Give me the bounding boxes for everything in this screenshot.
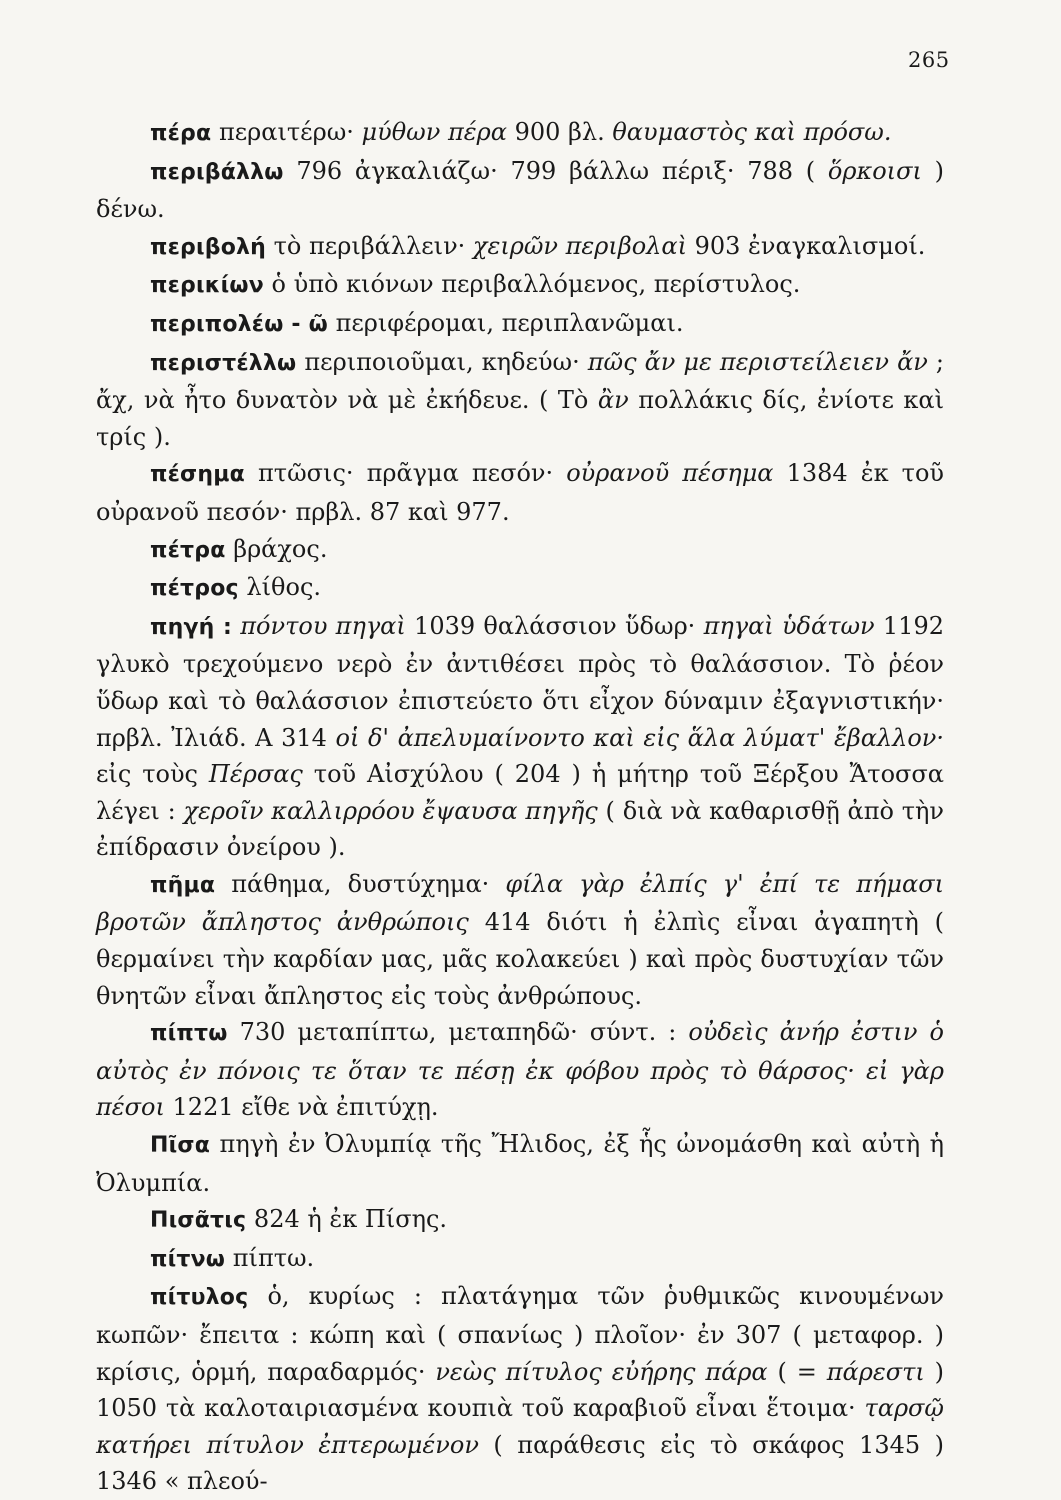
entry-definition: 824 ἡ ἐκ Πίσης. [246, 1205, 448, 1234]
entry-definition: ; ἄχ, νὰ ἦτο δυνατὸν νὰ μὲ ἐκήδευε. ( Τὸ [96, 347, 944, 415]
entry-quotation: Πέρσας [208, 760, 303, 789]
entry-headword: περιστέλλω [150, 350, 297, 376]
entry-definition: περαιτέρω· [211, 118, 362, 146]
entry-definition: 900 βλ. [506, 118, 613, 146]
entry-headword: περιπολέω - ῶ [150, 311, 328, 337]
entry-headword: περιβάλλω [150, 159, 284, 185]
dictionary-entry [96, 569, 944, 608]
entry-definition: 1384 ἐκ τοῦ οὐρανοῦ πεσόν· πρβλ. 87 καὶ 977. [96, 459, 944, 526]
entry-headword: πηγή : [150, 614, 233, 640]
dictionary-entry [96, 866, 944, 1014]
entry-definition: ) δένω. [96, 156, 944, 224]
entry-quotation: = πάρεστι [796, 1357, 925, 1386]
entry-headword: Πῖσα [150, 1133, 211, 1159]
entry-definition: 1039 θαλάσσιον ὕδωρ· [405, 611, 704, 640]
entry-quotation: πηγαὶ ὑδάτων [703, 611, 875, 640]
entry-quotation: πόντου πηγαὶ [240, 611, 406, 640]
entry-definition: ) 1050 τὰ καλοταιριασμένα κουπιὰ τοῦ καραβιοῦ εἶναι ἕτοιμα· [96, 1357, 944, 1423]
page-number: 265 [908, 48, 950, 72]
entry-definition: εἰς τοὺς [96, 760, 209, 789]
entry-quotation: χεροῖν καλλιρρόου ἔψαυσα πηγῆς [183, 796, 598, 825]
lexicon-text [96, 114, 944, 1500]
entry-definition: πίπτω. [225, 1243, 315, 1272]
entry-definition: 1221 εἴθε νὰ ἐπιτύχῃ. [164, 1093, 439, 1122]
entry-definition: τοῦ Αἰσχύλου ( 204 ) ἡ μήτηρ τοῦ Ξέρξου Ἄτοσσα λέγει : [96, 760, 944, 825]
entry-quotation: οὐδεὶς ἀνήρ ἐστιν ὁ αὐτὸς ἐν πόνοις τε ὅταν τε πέσῃ ἐκ φόβου πρὸς τὸ θάρσος· εἰ γὰρ πέσοι [96, 1018, 944, 1122]
entry-definition: ( διὰ νὰ καθαρισθῇ ἀπὸ τὴν ἐπίδρασιν ὀνείρου ). [96, 796, 944, 862]
entry-definition: ὁ ὑπὸ κιόνων περιβαλλόμενος, περίστυλος. [263, 270, 801, 299]
entry-definition: περιφέρομαι, περιπλανῶμαι. [327, 308, 684, 337]
entry-quotation: ὅρκοισι [827, 156, 922, 185]
entry-definition: λίθος. [238, 573, 322, 602]
dictionary-entry [96, 1014, 944, 1126]
dictionary-entry [96, 1201, 944, 1240]
entry-definition: περιποιοῦμαι, κηδεύω· [296, 347, 588, 376]
entry-definition: 796 ἀγκαλιάζω· 799 βάλλω πέριξ· 788 ( [283, 156, 828, 185]
entry-definition: πάθημα, δυστύχημα· [215, 869, 506, 898]
dictionary-entry [96, 228, 944, 267]
entry-headword: περικίων [150, 273, 264, 299]
entry-quotation: χειρῶν περιβολαὶ [472, 231, 687, 260]
dictionary-entry [96, 1278, 944, 1500]
entry-quotation: ἂν [597, 386, 629, 415]
entry-quotation: πῶς ἄν με περιστείλειεν ἄν [587, 347, 928, 376]
entry-definition: ( [767, 1357, 797, 1386]
entry-definition: 730 μεταπίπτω, μεταπηδῶ· σύντ. : [227, 1018, 689, 1047]
entry-quotation: φίλα γὰρ ἐλπίς γ' ἐπί τε πήμασι βροτῶν ἄπληστος ἀνθρώποις [96, 869, 944, 937]
entry-headword: περιβολή [150, 234, 267, 260]
entry-headword: πίτυλος [150, 1285, 249, 1311]
dictionary-entry [96, 1240, 944, 1279]
dictionary-entry [96, 305, 944, 344]
entry-definition: 903 ἐναγκαλισμοί. [686, 231, 926, 260]
entry-quotation: νεὼς πίτυλος εὐήρης πάρα [435, 1357, 768, 1386]
dictionary-entry [96, 114, 944, 153]
entry-quotation: ταρσῷ κατήρει πίτυλον ἐπτερωμένον [96, 1394, 944, 1459]
entry-headword: πέσημα [150, 462, 245, 488]
entry-quotation: θαυμαστὸς καὶ πρόσω. [612, 118, 892, 146]
entry-quotation: οἱ δ' ἀπελυμαίνοντο καὶ εἰς ἅλα λύματ' ἔβαλλον· [335, 723, 944, 752]
entry-definition: βράχος. [225, 534, 328, 563]
dictionary-entry [96, 608, 944, 866]
entry-headword: πίτνω [150, 1246, 226, 1272]
entry-definition: 414 διότι ἡ ἐλπὶς εἶναι ἀγαπητὴ ( θερμαίνει τὴν καρδίαν μας, μᾶς κολακεύει ) καὶ πρὸς δυστυχίαν τῶν θνητῶν εἶναι ἄπληστος εἰς τοὺς ἀνθρώπους. [96, 908, 945, 1010]
entry-quotation: οὐρανοῦ πέσημα [566, 459, 774, 488]
entry-definition: 1192 γλυκὸ τρεχούμενο νερὸ ἐν ἀντιθέσει πρὸς τὸ θαλάσσιον. Τὸ ῥέον ὕδωρ καὶ τὸ θαλάσσιον ἐπιστεύετο ὅτι εἶχον δύναμιν ἐξαγνιστικήν· πρβλ. Ἰλιάδ. Α 314 [96, 611, 944, 752]
dictionary-entry [96, 153, 944, 228]
entry-definition: πηγὴ ἐν Ὀλυμπίᾳ τῆς Ἤλιδος, ἐξ ἧς ὠνομάσθη καὶ αὐτὴ ἡ Ὀλυμπία. [96, 1130, 944, 1197]
entry-definition: ὁ, κυρίως : πλατάγημα τῶν ῥυθμικῶς κινουμένων κωπῶν· ἔπειτα : κώπη καὶ ( σπανίως ) πλοῖον· ἐν 307 ( μεταφορ. ) κρίσις, ὁρμή, παραδαρμός· [96, 1282, 944, 1386]
entry-definition: πτῶσις· πρᾶγμα πεσόν· [244, 459, 567, 488]
entry-headword: πίπτω [150, 1021, 228, 1047]
dictionary-entry [96, 1126, 944, 1201]
dictionary-entry [96, 344, 944, 456]
entry-headword: πέτρος [150, 576, 239, 602]
entry-headword: πέτρα [150, 537, 226, 563]
entry-quotation: μύθων πέρα [361, 118, 507, 146]
entry-headword: Πισᾶτις [150, 1208, 247, 1234]
dictionary-entry [96, 531, 944, 570]
entry-definition: ( παράθεσις εἰς τὸ σκάφος 1345 ) 1346 « πλεού- [96, 1430, 945, 1496]
entry-definition: τὸ περιβάλλειν· [266, 231, 473, 260]
entry-definition: πολλάκις δίς, ἐνίοτε καὶ τρίς ). [96, 386, 945, 451]
dictionary-entry [96, 455, 944, 530]
entry-headword: πῆμα [150, 872, 216, 898]
entry-headword: πέρα [150, 121, 212, 146]
dictionary-entry [96, 266, 944, 305]
